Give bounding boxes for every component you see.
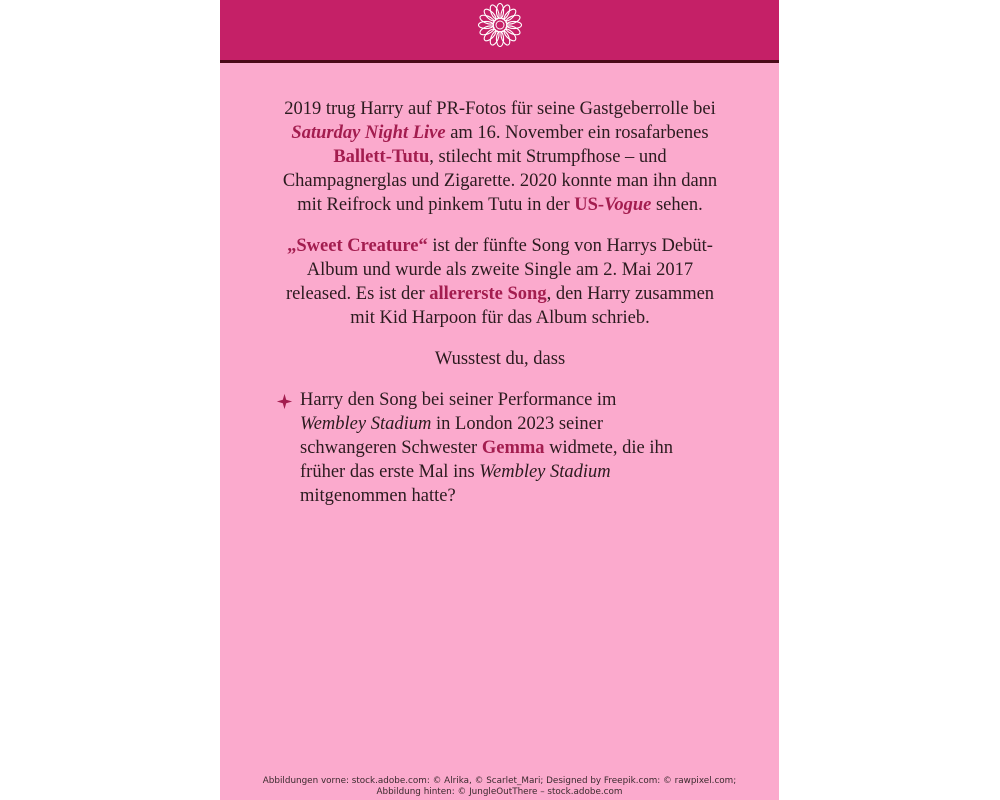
header-band bbox=[220, 0, 779, 60]
text-span: Harry den Song bei seiner Performance im bbox=[300, 390, 617, 410]
credits-line-1: Abbildungen vorne: stock.adobe.com: © Alrika, © Scarlet_Mari; Designed by Freepik.com: © rawpixel.com; bbox=[262, 776, 737, 786]
main-content bbox=[276, 97, 724, 508]
sunflower-petal bbox=[507, 21, 522, 28]
text-span: 2019 trug Harry auf PR-Fotos für seine Gastgeberrolle bei bbox=[284, 99, 716, 119]
text-span: , den Harry zusammen mit Kid Harpoon für das Album schrieb. bbox=[350, 284, 715, 328]
image-credits-footer bbox=[220, 776, 779, 798]
text-span: ist der fünfte Song von Harrys Debüt-Album und wurde als zweite Single am 2. Mai 2017 released. Es ist der bbox=[285, 236, 713, 304]
sunflower-icon bbox=[476, 1, 524, 49]
highlight-us: US- bbox=[574, 195, 605, 215]
credits-line-2: Abbildung hinten: © JungleOutThere – stock.adobe.com bbox=[376, 787, 623, 797]
highlight-sweet-creature: „Sweet Creature“ bbox=[287, 236, 428, 256]
text-span: , stilecht mit Strumpfhose – und Champagnerglas und Zigarette. 2020 konnte man ihn dann mit Reifrock und pinkem Tutu in der bbox=[282, 147, 718, 215]
fact-bullet-item bbox=[276, 388, 680, 508]
highlight-saturday-night-live: Saturday Night Live bbox=[291, 123, 446, 143]
highlight-gemma: Gemma bbox=[481, 438, 545, 458]
highlight-ballett-tutu: Ballett-Tutu bbox=[333, 147, 430, 167]
paragraph-sweet-creature bbox=[276, 234, 724, 330]
sunflower-petal bbox=[496, 4, 503, 19]
italic-wembley-stadium: Wembley Stadium bbox=[300, 414, 432, 434]
highlight-vogue: Vogue bbox=[604, 195, 652, 215]
book-page bbox=[220, 0, 779, 800]
four-point-star-icon bbox=[276, 393, 293, 410]
italic-wembley-stadium: Wembley Stadium bbox=[479, 462, 611, 482]
text-span: widmete, die ihn früher das erste Mal ins bbox=[300, 438, 673, 482]
sunflower-petal bbox=[479, 21, 494, 28]
header-divider bbox=[220, 60, 779, 63]
text-span: mitgenommen hatte? bbox=[300, 486, 456, 506]
highlight-allererste-song: allererste Song bbox=[429, 284, 547, 304]
sunflower-petal bbox=[496, 32, 503, 47]
text-span: in London 2023 seiner schwangeren Schwester bbox=[300, 414, 603, 458]
paragraph-snl-tutu bbox=[276, 97, 724, 217]
text-span: sehen. bbox=[651, 195, 703, 215]
text-span: am 16. November ein rosafarbenes bbox=[445, 123, 709, 143]
did-you-know-heading: Wusstest du, dass bbox=[434, 349, 566, 369]
